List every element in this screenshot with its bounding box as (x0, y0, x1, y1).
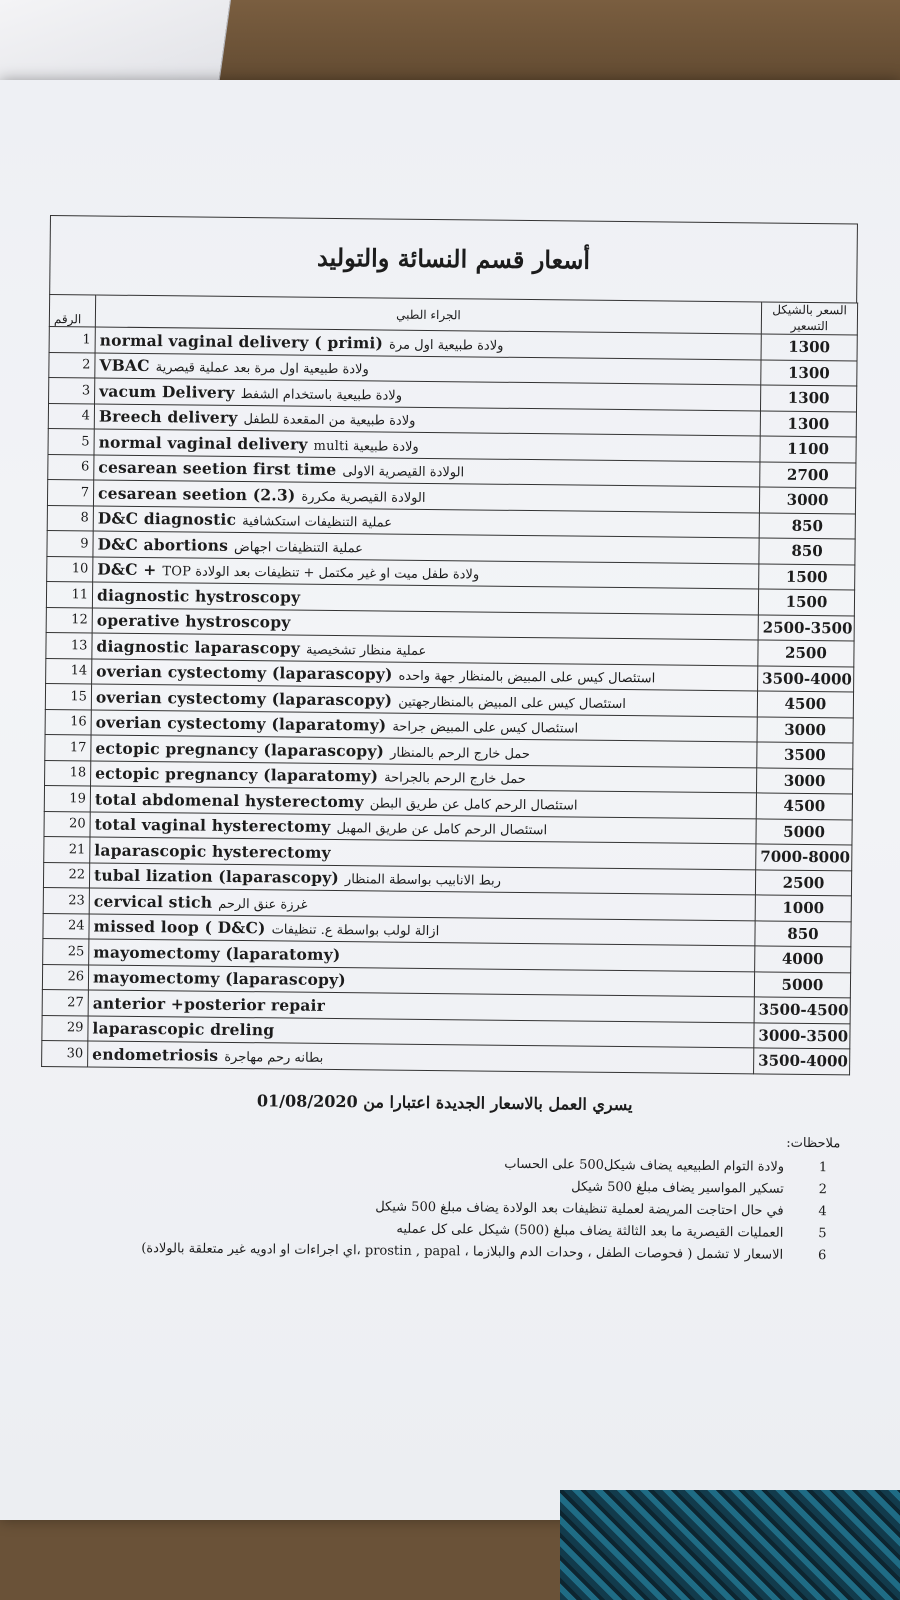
row-number: 18 (45, 760, 91, 786)
row-number: 21 (44, 837, 90, 863)
price-cell: 1100 (760, 436, 856, 463)
row-number: 29 (42, 1015, 88, 1041)
procedure-english: VBAC (99, 355, 150, 376)
price-cell: 4000 (755, 946, 851, 973)
row-number: 11 (46, 582, 92, 608)
row-number: 27 (42, 990, 88, 1016)
price-cell: 2700 (760, 462, 856, 489)
price-cell: 850 (755, 921, 851, 948)
procedure-english: total abdomenal hysterectomy (94, 789, 364, 812)
procedure-english: ectopic pregnancy (laparascopy) (95, 738, 385, 761)
price-cell: 2500-3500 (758, 615, 854, 642)
procedure-arabic: ولادة طفل ميت او غير مكتمل + تنظيفات بعد الولادة TOP (162, 564, 480, 583)
price-cell: 3500-4000 (754, 1048, 850, 1075)
note-number: 5 (818, 1226, 827, 1242)
procedure-english: missed loop ( D&C) (93, 916, 266, 938)
procedure-arabic: حمل خارج الرحم بالجراحة (384, 770, 526, 788)
procedure-english: diagnostic hystroscopy (96, 585, 301, 607)
procedure-english: D&C abortions (97, 534, 229, 555)
row-number: 23 (43, 888, 89, 914)
row-number: 13 (46, 633, 92, 659)
procedure-english: normal vaginal delivery (98, 432, 308, 454)
row-number: 10 (47, 556, 93, 582)
note-number: 4 (818, 1204, 827, 1220)
row-number: 12 (46, 607, 92, 633)
procedure-arabic: ولادة طبيعية باستخدام الشفط (240, 386, 403, 404)
procedure-english: operative hystroscopy (96, 610, 291, 632)
price-cell: 850 (759, 513, 855, 540)
procedure-arabic: الولادة القيصرية مكررة (301, 489, 426, 506)
note-text: ولادة التوام الطبيعيه يضاف شيكل500 على الحساب (504, 1156, 785, 1175)
price-cell: 3500-4500 (754, 997, 850, 1024)
procedure-arabic: غرزة عنق الرحم (218, 896, 308, 913)
procedure-arabic: ولادة طبيعية من المقعدة للطفل (243, 412, 416, 430)
procedure-english: overian cystectomy (laparatomy) (95, 712, 387, 735)
procedure-english: laparascopic dreling (92, 1018, 275, 1040)
note-number: 1 (818, 1160, 828, 1176)
row-number: 26 (42, 964, 88, 990)
price-cell: 850 (759, 538, 855, 565)
row-number: 30 (42, 1041, 88, 1067)
procedure-english: total vaginal hysterectomy (94, 814, 331, 837)
note-number: 2 (818, 1182, 828, 1198)
procedure-english: diagnostic laparascopy (96, 636, 301, 658)
row-number: 14 (46, 658, 92, 684)
price-cell: 2500 (758, 640, 854, 667)
procedure-english: cesarean seetion first time (98, 457, 337, 480)
procedure-english: mayomectomy (laparascopy) (92, 967, 346, 990)
procedure-english: Breech delivery (98, 406, 238, 428)
procedure-arabic: استئصال كيس على المبيض بالمنظار جهة واحده (398, 669, 656, 687)
row-number: 22 (43, 862, 89, 888)
procedure-english: endometriosis (92, 1044, 219, 1065)
procedure-arabic: عملية منظار تشخيصية (305, 642, 427, 659)
row-number: 24 (43, 913, 89, 939)
procedure-arabic: ولادة طبيعية اول مرة (389, 337, 504, 354)
row-number: 25 (43, 939, 89, 965)
header-procedure: الجراء الطبي (95, 295, 761, 334)
procedure-arabic: حمل خارج الرحم بالمنظار (390, 745, 530, 762)
procedure-english: overian cystectomy (laparascopy) (95, 687, 393, 710)
procedure-english: laparascopic hysterectomy (94, 840, 331, 862)
header-num: الرقم (49, 295, 95, 328)
document-title: أسعار قسم النسائة والتوليد (316, 242, 591, 275)
row-number: 20 (44, 811, 90, 837)
procedure-arabic: بطانه رحم مهاجرة (224, 1049, 324, 1066)
notes-title: ملاحظات: (786, 1135, 841, 1152)
row-number: 3 (49, 378, 95, 404)
price-cell: 1300 (760, 411, 856, 438)
price-cell: 1300 (760, 385, 856, 412)
row-number: 5 (48, 429, 94, 455)
price-cell: 7000-8000 (756, 844, 852, 871)
row-number: 8 (47, 505, 93, 531)
row-number: 17 (45, 735, 91, 761)
procedure-arabic: استئصال كيس على المبيض بالمنظارجهتين (398, 694, 626, 712)
row-number: 2 (49, 352, 95, 378)
procedure-english: normal vaginal delivery ( primi) (99, 330, 384, 353)
effective-date-notice: يسري العمل بالاسعار الجديدة اعتبارا من 01/08/2020 (256, 1090, 633, 1114)
procedure-english: tubal lization (laparascopy) (93, 865, 340, 888)
procedure-english: vacum Delivery (99, 381, 235, 402)
price-cell: 5000 (754, 972, 850, 999)
note-text: تسكير المواسير يضاف مبلغ 500 شيكل (571, 1179, 784, 1197)
procedure-arabic: ولادة طبيعية اول مرة بعد عملية قيصرية (155, 360, 369, 378)
price-table (41, 294, 858, 1075)
price-cell: 1000 (755, 895, 851, 922)
procedure-arabic: ازالة لولب بواسطة ع. تنظيفات (271, 922, 440, 940)
note-text: في حال احتاجت المريضة لعملية تنظيفات بعد الولادة يضاف مبلغ 500 شيكل (375, 1199, 784, 1219)
procedure-english: anterior +posterior repair (92, 993, 326, 1015)
price-cell: 4500 (757, 691, 853, 718)
row-number: 9 (47, 531, 93, 557)
price-cell: 1300 (761, 334, 857, 361)
procedure-english: overian cystectomy (laparascopy) (96, 661, 393, 685)
procedure-english: D&C diagnostic (97, 508, 237, 530)
procedure-arabic: الولادة القيصرية الاولى (342, 464, 465, 481)
header-price (761, 302, 857, 335)
row-number: 4 (48, 403, 94, 429)
procedure-arabic: استئصال الرحم كامل عن طريق المهبل (336, 821, 548, 839)
title-box (49, 215, 858, 302)
row-number: 6 (48, 454, 94, 480)
fabric-corner (560, 1490, 900, 1600)
price-cell: 3500-4000 (758, 666, 854, 693)
price-rows (42, 327, 858, 1075)
price-document (39, 215, 858, 1267)
note-number: 6 (817, 1248, 827, 1264)
note-text: الاسعار لا تشمل ( فحوصات الطفل ، وحدات الدم والبلازما ، prostin , papal ،اي اجراءات او ادويه غير متعلقة بالولادة) (141, 1241, 784, 1263)
price-cell: 1300 (761, 360, 857, 387)
price-cell: 3000 (757, 717, 853, 744)
price-cell: 3000-3500 (754, 1023, 850, 1050)
procedure-english: mayomectomy (laparatomy) (93, 942, 341, 965)
notes-list (39, 1149, 848, 1267)
note-text: العمليات القيصرية ما بعد الثالثة يضاف مبلغ (500) شيكل على كل عمليه (396, 1221, 784, 1241)
row-number: 1 (49, 327, 95, 353)
row-number: 19 (44, 786, 90, 812)
procedure-english: cervical stich (93, 891, 213, 912)
price-cell: 3500 (757, 742, 853, 769)
procedure-english: cesarean seetion (2.3) (97, 483, 296, 505)
row-number: 15 (45, 684, 91, 710)
procedure-english: ectopic pregnancy (laparatomy) (95, 763, 379, 786)
procedure-arabic: استئصال كيس على المبيض جراحة (392, 720, 579, 737)
procedure-arabic: عملية التنظيفات استكشافية (242, 514, 393, 532)
procedure-arabic: استئصال الرحم كامل عن طريق البطن (369, 796, 578, 814)
price-cell: 1500 (758, 589, 854, 616)
header-price-line2: التسعير (790, 318, 829, 333)
procedure-arabic: عملية التنظيفات اجهاض (233, 539, 363, 557)
procedure-arabic: ولادة طبيعية multi (313, 438, 419, 455)
row-number: 7 (47, 480, 93, 506)
price-cell: 4500 (756, 793, 852, 820)
price-cell: 3000 (759, 487, 855, 514)
price-cell: 3000 (756, 768, 852, 795)
procedure-english: D&C + (97, 559, 157, 580)
price-cell: 5000 (756, 819, 852, 846)
row-number: 16 (45, 709, 91, 735)
header-price-line1: السعر بالشيكل (772, 302, 847, 318)
price-cell: 2500 (755, 870, 851, 897)
price-cell: 1500 (759, 564, 855, 591)
procedure-arabic: ربط الانابيب بواسطة المنظار (344, 872, 501, 890)
